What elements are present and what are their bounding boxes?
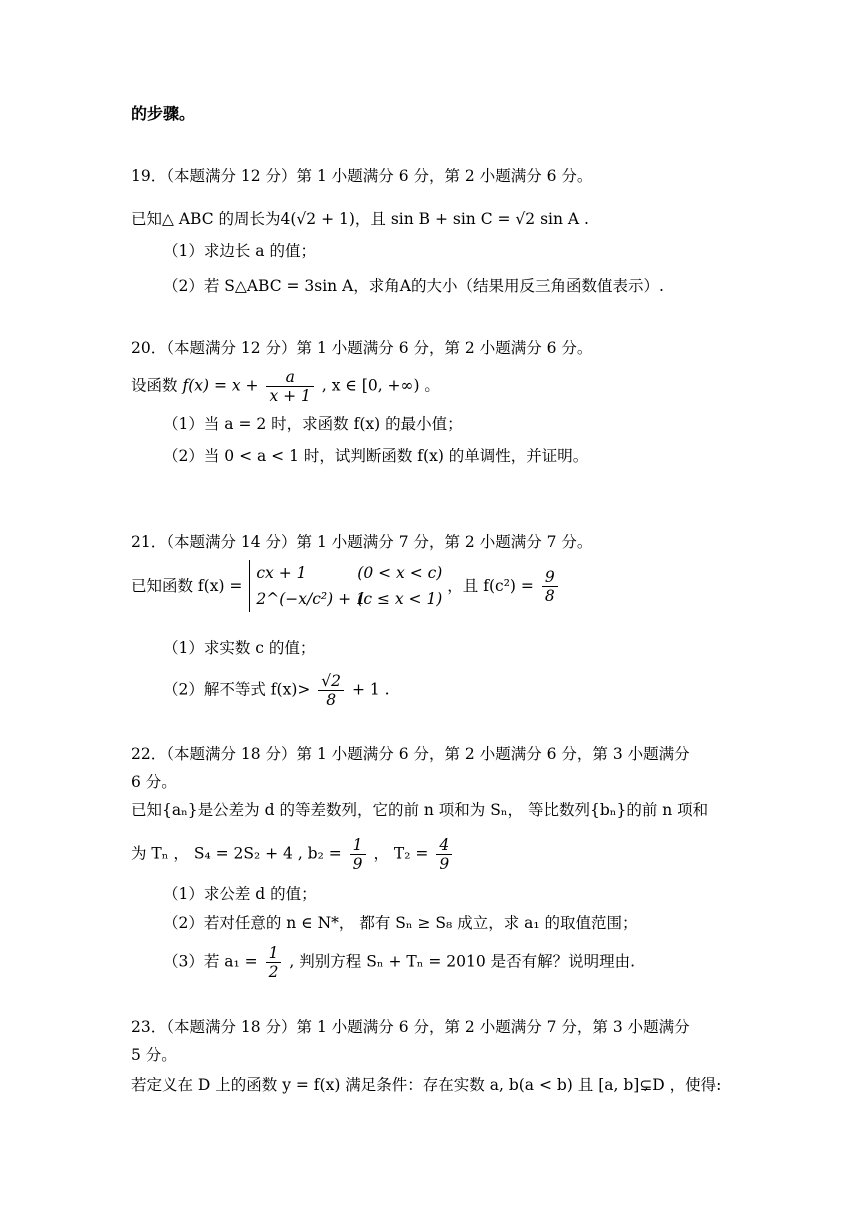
q21-part2 <box>163 672 390 709</box>
q23-header: 23．（本题满分 18 分）第 1 小题满分 6 分，第 2 小题满分 7 分，第 3 小题满分 <box>131 1018 690 1036</box>
q21-case2 <box>256 586 442 612</box>
q22-b2-fraction <box>350 836 366 873</box>
q20-stem <box>131 368 440 405</box>
q20-stem-prefix: 设函数 <box>131 376 178 395</box>
q21-part2-prefix: （2）解不等式 f(x)> <box>163 680 311 699</box>
q21-part2-numerator: √2 <box>321 672 342 690</box>
q22-stem-line2 <box>131 836 455 873</box>
q22-part3-denominator: 2 <box>266 962 282 981</box>
q21-case1 <box>256 560 442 586</box>
q22-part3-suffix: , 判别方程 Sₙ + Tₙ = 2010 是否有解？说明理由. <box>289 952 636 971</box>
q21-part2-fraction <box>318 672 344 709</box>
q22-t2-numerator: 4 <box>439 836 450 854</box>
q21-fraction <box>542 568 558 605</box>
q22-b2-numerator: 1 <box>352 836 363 854</box>
q19-header: 19．（本题满分 12 分）第 1 小题满分 6 分，第 2 小题满分 6 分。 <box>131 167 593 185</box>
q20-stem-suffix: , x ∈ [0, +∞) 。 <box>321 376 440 395</box>
q20-function: f(x) = x + <box>182 376 259 395</box>
q21-header: 21．（本题满分 14 分）第 1 小题满分 7 分，第 2 小题满分 7 分。 <box>131 533 593 551</box>
q23-header-cont: 5 分。 <box>131 1046 177 1064</box>
q23-stem: 若定义在 D 上的函数 y = f(x) 满足条件：存在实数 a, b(a < b) 且 [a, b]⊊D ，使得: <box>131 1076 722 1094</box>
q21-stem-prefix: 已知函数 f(x) = <box>131 577 243 595</box>
q20-header: 20．（本题满分 12 分）第 1 小题满分 6 分，第 2 小题满分 6 分。 <box>131 339 593 357</box>
q21-case2-expr: 2^(−x/c²) + 1 <box>256 590 366 608</box>
q19-part2: （2）若 S△ABC = 3sin A，求角A的大小（结果用反三角函数值表示）. <box>163 277 664 295</box>
q19-stem: 已知△ ABC 的周长为4(√2 + 1)，且 sin B + sin C = √2 sin A . <box>131 210 589 228</box>
q22-header-cont: 6 分。 <box>131 773 177 791</box>
q20-fraction-numerator: a <box>285 368 295 386</box>
q21-case2-cond: (c ≤ x < 1) <box>357 590 443 608</box>
q22-t2-denominator: 9 <box>436 854 452 873</box>
q22-part3-prefix: （3）若 a₁ = <box>163 952 258 971</box>
q21-stem <box>131 560 561 612</box>
q22-stem2-mid: ， T₂ = <box>373 844 429 863</box>
q21-case1-expr: cx + 1 <box>256 564 307 582</box>
q22-t2-fraction <box>436 836 452 873</box>
q20-fraction <box>266 368 313 405</box>
q22-part3-fraction <box>266 944 282 981</box>
q20-part1: （1）当 a = 2 时，求函数 f(x) 的最小值； <box>163 415 463 433</box>
q21-piecewise <box>249 560 442 612</box>
q22-part3 <box>163 944 635 981</box>
q21-case1-cond: (0 < x < c) <box>357 564 443 582</box>
q20-fraction-denominator: x + 1 <box>266 386 313 405</box>
q20-part2: （2）当 0 < a < 1 时，试判断函数 f(x) 的单调性，并证明。 <box>163 447 589 465</box>
q21-part2-denominator: 8 <box>318 690 344 709</box>
q22-part3-numerator: 1 <box>268 944 279 962</box>
previous-question-tail: 的步骤。 <box>131 104 196 123</box>
q21-fraction-denominator: 8 <box>542 586 558 605</box>
q22-part2: （2）若对任意的 n ∈ N*， 都有 Sₙ ≥ S₈ 成立，求 a₁ 的取值范围； <box>163 914 638 932</box>
q22-stem2-prefix: 为 Tₙ ， S₄ = 2S₂ + 4 , b₂ = <box>131 844 342 863</box>
q22-part1: （1）求公差 d 的值； <box>163 885 317 903</box>
q22-stem-line1: 已知{aₙ}是公差为 d 的等差数列，它的前 n 项和为 Sₙ， 等比数列{bₙ}的前 n 项和 <box>131 801 709 819</box>
q21-fraction-numerator: 9 <box>544 567 555 586</box>
q22-header: 22．（本题满分 18 分）第 1 小题满分 6 分，第 2 小题满分 6 分，第 3 小题满分 <box>131 745 690 763</box>
q19-part1: （1）求边长 a 的值； <box>163 242 316 260</box>
q21-stem-mid: ，且 f(c²) = <box>447 577 534 595</box>
q21-part1: （1）求实数 c 的值； <box>163 639 316 657</box>
q22-b2-denominator: 9 <box>350 854 366 873</box>
q21-part2-suffix: + 1 . <box>351 680 390 699</box>
